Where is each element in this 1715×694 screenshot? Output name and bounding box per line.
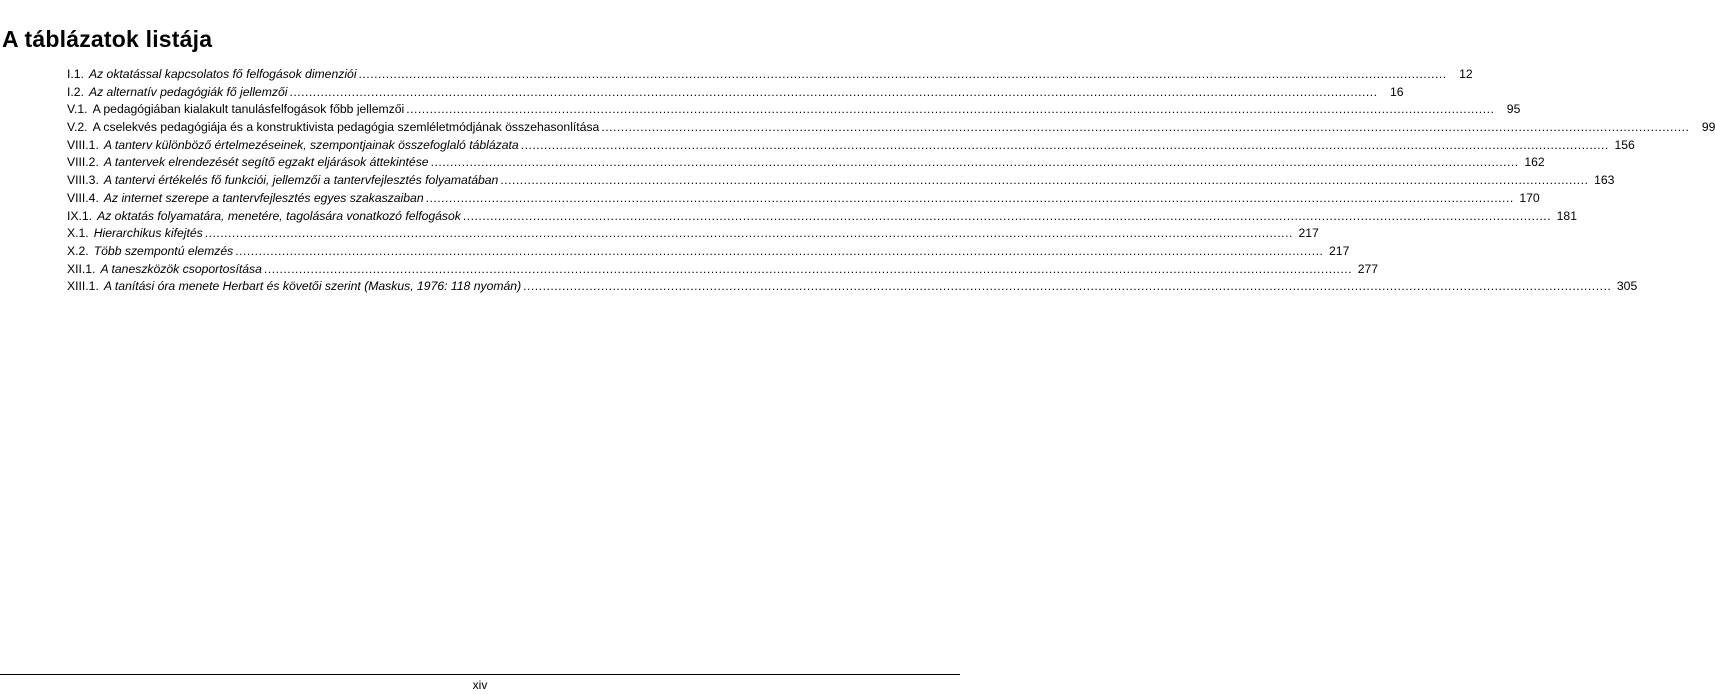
toc-entry-number: VIII.1. (67, 137, 99, 152)
toc-entry-number: VIII.4. (67, 190, 99, 205)
toc-entry-page: 163 (1594, 173, 1615, 188)
toc-leader-dots (429, 154, 1523, 172)
toc-entry-title: Az oktatás folyamatára, menetére, tagolására vonatkozó felfogások (97, 208, 461, 223)
toc-leader-dots (357, 66, 1451, 84)
toc-entry-page: 217 (1298, 226, 1319, 241)
toc-entry-page: 95 (1506, 102, 1521, 117)
toc-leader-dots (599, 119, 1693, 137)
toc-entry[interactable] (67, 119, 1715, 137)
toc-entry[interactable] (67, 101, 1521, 119)
toc-leader-dots (521, 278, 1615, 296)
toc-leader-dots (203, 225, 1297, 243)
toc-entry-title: Hierarchikus kifejtés (93, 226, 203, 241)
toc-entry-page: 181 (1556, 208, 1577, 223)
toc-leader-dots (498, 172, 1592, 190)
toc-entry-number: IX.1. (67, 208, 93, 223)
page-title: A táblázatok listája (2, 26, 213, 52)
toc-entry-number: VIII.3. (67, 173, 99, 188)
toc-entry[interactable] (67, 172, 1615, 190)
toc-entry-page: 277 (1357, 261, 1379, 276)
toc-entry[interactable] (67, 137, 1635, 155)
toc-entry-number: I.2. (67, 84, 84, 99)
toc-entry-page: 162 (1524, 155, 1545, 170)
toc-leader-dots (461, 208, 1555, 226)
toc-entry-page: 305 (1616, 279, 1638, 294)
toc-leader-dots (233, 243, 1327, 261)
toc-entry-page: 99 (1701, 120, 1715, 135)
toc-entry-page: 217 (1329, 243, 1350, 258)
toc-entry-number: VIII.2. (67, 155, 99, 170)
toc-entry-number: I.1. (67, 67, 84, 81)
toc-leader-dots (424, 190, 1518, 208)
toc-entry[interactable] (67, 278, 1638, 296)
toc-entry-title: A tantervek elrendezését segítő egzakt eljárások áttekintése (103, 155, 429, 170)
toc-entry-title: Az oktatással kapcsolatos fő felfogások dimenziói (88, 67, 357, 81)
toc-entry-title: A tanítási óra menete Herbart és követői szerint (Maskus, 1976: 118 nyomán) (103, 279, 522, 294)
toc-entry-title: A pedagógiában kialakult tanulásfelfogások főbb jellemzői (92, 102, 405, 117)
toc-entry-number: X.1. (67, 226, 89, 241)
toc-entry-number: V.1. (67, 102, 88, 117)
toc-entry-title: Az internet szerepe a tantervfejlesztés egyes szakaszaiban (103, 190, 424, 205)
toc-entry-page: 12 (1459, 67, 1473, 81)
toc-entry-title: A tanterv különböző értelmezéseinek, szempontjainak összefoglaló táblázata (103, 137, 519, 152)
toc-entry[interactable] (67, 154, 1545, 172)
toc-entry-title: Több szempontú elemzés (93, 243, 234, 258)
toc-entry-number: XIII.1. (67, 279, 99, 294)
toc-entry[interactable] (67, 66, 1473, 84)
toc-leader-dots (262, 261, 1356, 279)
toc-leader-dots (519, 137, 1613, 155)
footer-divider (0, 674, 960, 675)
toc-entry-number: V.2. (67, 120, 88, 135)
toc-entry[interactable] (67, 261, 1379, 279)
toc-entry-title: A tantervi értékelés fő funkciói, jellemzői a tantervfejlesztés folyamatában (103, 173, 499, 188)
table-of-contents (67, 66, 1715, 296)
toc-entry-title: A cselekvés pedagógiája és a konstruktivista pedagógia szemléletmódjának összehasonlítása (92, 120, 600, 135)
toc-entry-number: XII.1. (67, 261, 96, 276)
toc-entry-title: Az alternatív pedagógiák fő jellemzői (88, 84, 288, 99)
toc-entry-page: 170 (1519, 190, 1540, 205)
toc-entry[interactable] (67, 243, 1350, 261)
toc-leader-dots (287, 84, 1381, 102)
toc-entry[interactable] (67, 208, 1577, 226)
toc-entry[interactable] (67, 84, 1404, 102)
toc-entry-number: X.2. (67, 243, 89, 258)
toc-entry[interactable] (67, 190, 1540, 208)
toc-entry-title: A taneszközök csoportosítása (100, 261, 262, 276)
toc-entry-page: 16 (1389, 84, 1404, 99)
page-number: xiv (472, 678, 488, 692)
toc-leader-dots (404, 101, 1498, 119)
toc-entry-page: 156 (1614, 137, 1635, 152)
toc-entry[interactable] (67, 225, 1319, 243)
